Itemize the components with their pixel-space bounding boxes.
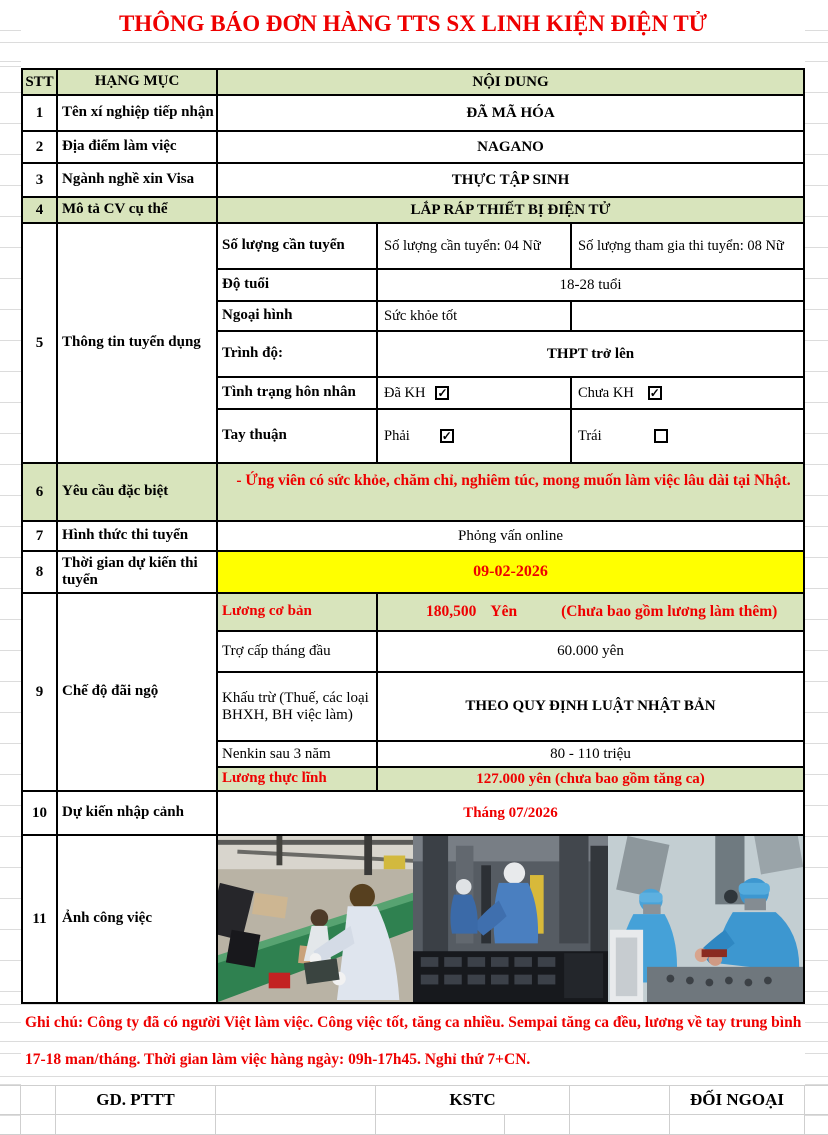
- signature-doi-ngoai: ĐỐI NGOẠI: [670, 1086, 805, 1114]
- education-value: THPT trở lên: [546, 345, 635, 362]
- table-row: [23, 164, 803, 198]
- checkbox-checked-icon: ✓: [649, 386, 660, 400]
- nenkin-label: Nenkin sau 3 năm: [218, 742, 378, 766]
- subrow-quantity: [218, 224, 803, 270]
- table-row: [23, 132, 803, 164]
- base-salary-value: [378, 594, 803, 630]
- empty-grid-row: [0, 1115, 828, 1135]
- hand-right-label: Phải: [384, 427, 410, 444]
- checkbox-unchecked-icon: [654, 429, 668, 443]
- subrow-marital-status: [218, 378, 803, 410]
- table-row: [23, 96, 803, 132]
- job-photo-assembly-line: [218, 836, 413, 1002]
- appearance-value-2: [572, 302, 803, 330]
- hand-left-label: Trái: [578, 427, 602, 444]
- footer-cell-empty: [216, 1115, 376, 1134]
- table-row-special-requirements: [23, 464, 803, 522]
- deductions-label: Khấu trừ (Thuế, các loại BHXH, BH việc làm): [218, 673, 378, 740]
- note-section: [0, 1004, 828, 1077]
- row6-label: Yêu cầu đặc biệt: [58, 464, 218, 520]
- row6-value: - Ứng viên có sức khỏe, chăm chỉ, nghiêm túc, mong muốn làm việc lâu dài tại Nhật.: [236, 472, 791, 489]
- row5-stt: 5: [23, 224, 58, 462]
- subrow-deductions: [218, 673, 803, 742]
- job-photo-cleanroom-workers: [608, 836, 803, 1002]
- footer-cell-empty: [505, 1115, 570, 1134]
- table-row-recruitment: [23, 224, 803, 464]
- row1-label: Tên xí nghiệp tiếp nhận: [58, 96, 218, 130]
- marital-label: Tình trạng hôn nhân: [218, 378, 378, 408]
- hand-left: [572, 410, 803, 462]
- age-value: 18-28 tuổi: [559, 276, 622, 293]
- page-title: THÔNG BÁO ĐƠN HÀNG TTS SX LINH KIỆN ĐIỆN TỬ: [21, 6, 805, 42]
- footer-cell-empty: [805, 1086, 828, 1114]
- note-line-2: 17-18 man/tháng. Thời gian làm việc hàng ngày: 09h-17h45. Nghỉ thứ 7+CN.: [25, 1051, 531, 1068]
- row7-stt: 7: [23, 522, 58, 550]
- footer-cell-empty: [570, 1086, 670, 1114]
- footer-cell-empty: [56, 1115, 216, 1134]
- footer-cell-empty: [216, 1086, 376, 1114]
- header-content: NỘI DUNG: [472, 73, 549, 90]
- signature-kstc: KSTC: [376, 1086, 570, 1114]
- first-month-value: 60.000 yên: [557, 642, 624, 659]
- table-row-compensation: [23, 594, 803, 792]
- row9-label: Chế độ đãi ngộ: [58, 594, 218, 790]
- marital-single: [572, 378, 803, 408]
- row10-label: Dự kiến nhập cảnh: [58, 792, 218, 834]
- base-salary-note: (Chưa bao gồm lương làm thêm): [561, 602, 778, 620]
- row9-stt: 9: [23, 594, 58, 790]
- row6-stt: 6: [23, 464, 58, 520]
- gridline: [0, 66, 21, 67]
- subrow-dominant-hand: [218, 410, 803, 462]
- subrow-net-salary: [218, 768, 803, 790]
- deductions-value: THEO QUY ĐỊNH LUẬT NHẬT BẢN: [465, 698, 716, 715]
- checkbox-checked-icon: ✓: [441, 429, 452, 443]
- right-margin-gridlines: [805, 0, 828, 1135]
- row7-label: Hình thức thi tuyển: [58, 522, 218, 550]
- order-info-table: [21, 68, 805, 1004]
- subrow-age: [218, 270, 803, 302]
- education-label: Trình độ:: [218, 332, 378, 376]
- age-label: Độ tuổi: [218, 270, 378, 300]
- checkbox-checked-icon: ✓: [437, 386, 448, 400]
- row1-stt: 1: [23, 96, 58, 130]
- row3-stt: 3: [23, 164, 58, 196]
- row5-label: Thông tin tuyển dụng: [58, 224, 218, 462]
- row3-label: Ngành nghề xin Visa: [58, 164, 218, 196]
- footer-cell-empty: [21, 1086, 56, 1114]
- footer-cell-empty: [670, 1115, 805, 1134]
- appearance-value: Sức khỏe tốt: [378, 302, 572, 330]
- base-salary-label: Lương cơ bản: [218, 594, 378, 630]
- base-salary-amount: 180,500: [426, 602, 477, 620]
- row1-value: ĐÃ MÃ HÓA: [466, 104, 555, 121]
- row7-value: Phỏng vấn online: [458, 527, 563, 544]
- row11-label: Ảnh công việc: [58, 836, 218, 1002]
- quantity-label: Số lượng cần tuyển: [218, 224, 378, 268]
- gridline: [0, 1041, 828, 1042]
- footer-cell-empty: [570, 1115, 670, 1134]
- row4-value: LẮP RÁP THIẾT BỊ ĐIỆN TỬ: [410, 201, 611, 218]
- row10-stt: 10: [23, 792, 58, 834]
- first-month-label: Trợ cấp tháng đầu: [218, 632, 378, 672]
- appearance-label: Ngoại hình: [218, 302, 378, 330]
- table-header-row: [23, 70, 803, 96]
- signature-row: [0, 1085, 828, 1115]
- signature-gd-pttt: GD. PTTT: [56, 1086, 216, 1114]
- marital-single-label: Chưa KH: [578, 384, 634, 401]
- footer-cell-empty: [0, 1115, 21, 1134]
- net-salary-value: 127.000 yên (chưa bao gồm tăng ca): [476, 770, 705, 787]
- nenkin-value: 80 - 110 triệu: [550, 745, 631, 762]
- row8-label: Thời gian dự kiến thi tuyển: [58, 552, 218, 592]
- subrow-base-salary: [218, 594, 803, 632]
- subrow-first-month-allowance: [218, 632, 803, 674]
- row4-stt: 4: [23, 198, 58, 222]
- row2-value: NAGANO: [477, 138, 544, 155]
- note-line-1: Ghi chú: Công ty đã có người Việt làm việc. Công việc tốt, tăng ca nhiều. Sempai tăng ca đều, lương về tay trung bình: [25, 1014, 802, 1031]
- marital-married-label: Đã KH: [384, 384, 426, 401]
- subrow-nenkin: [218, 742, 803, 768]
- footer-cell-empty: [0, 1086, 21, 1114]
- table-row: [23, 522, 803, 552]
- hand-right: [378, 410, 572, 462]
- subrow-appearance: [218, 302, 803, 332]
- row8-stt: 8: [23, 552, 58, 592]
- table-row-job-photos: [23, 836, 803, 1002]
- quantity-needed: Số lượng cần tuyển: 04 Nữ: [378, 224, 572, 268]
- quantity-candidates: Số lượng tham gia thi tuyển: 08 Nữ: [578, 237, 784, 254]
- row2-label: Địa điểm làm việc: [58, 132, 218, 162]
- hand-label: Tay thuận: [218, 410, 378, 462]
- row3-value: THỰC TẬP SINH: [451, 171, 570, 188]
- table-row: [23, 198, 803, 224]
- table-row-entry-date: [23, 792, 803, 836]
- gridline: [0, 42, 828, 43]
- footer-cell-empty: [805, 1115, 828, 1134]
- row2-stt: 2: [23, 132, 58, 162]
- footer-cell-empty: [21, 1115, 56, 1134]
- footer-cell-empty: [376, 1115, 505, 1134]
- subrow-education: [218, 332, 803, 378]
- net-salary-label: Lương thực lĩnh: [218, 768, 378, 790]
- header-stt: STT: [23, 70, 58, 94]
- base-salary-unit: Yên: [490, 602, 518, 620]
- marital-married: [378, 378, 572, 408]
- job-photo-blue-workers: [413, 836, 608, 1002]
- table-row-exam-date: [23, 552, 803, 594]
- row10-value: Tháng 07/2026: [463, 804, 558, 821]
- row11-stt: 11: [23, 836, 58, 1002]
- left-margin-gridlines: [0, 0, 21, 1135]
- row4-label: Mô tả CV cụ thể: [58, 198, 218, 222]
- row8-value: 09-02-2026: [218, 552, 803, 592]
- header-category: HẠNG MỤC: [58, 70, 218, 94]
